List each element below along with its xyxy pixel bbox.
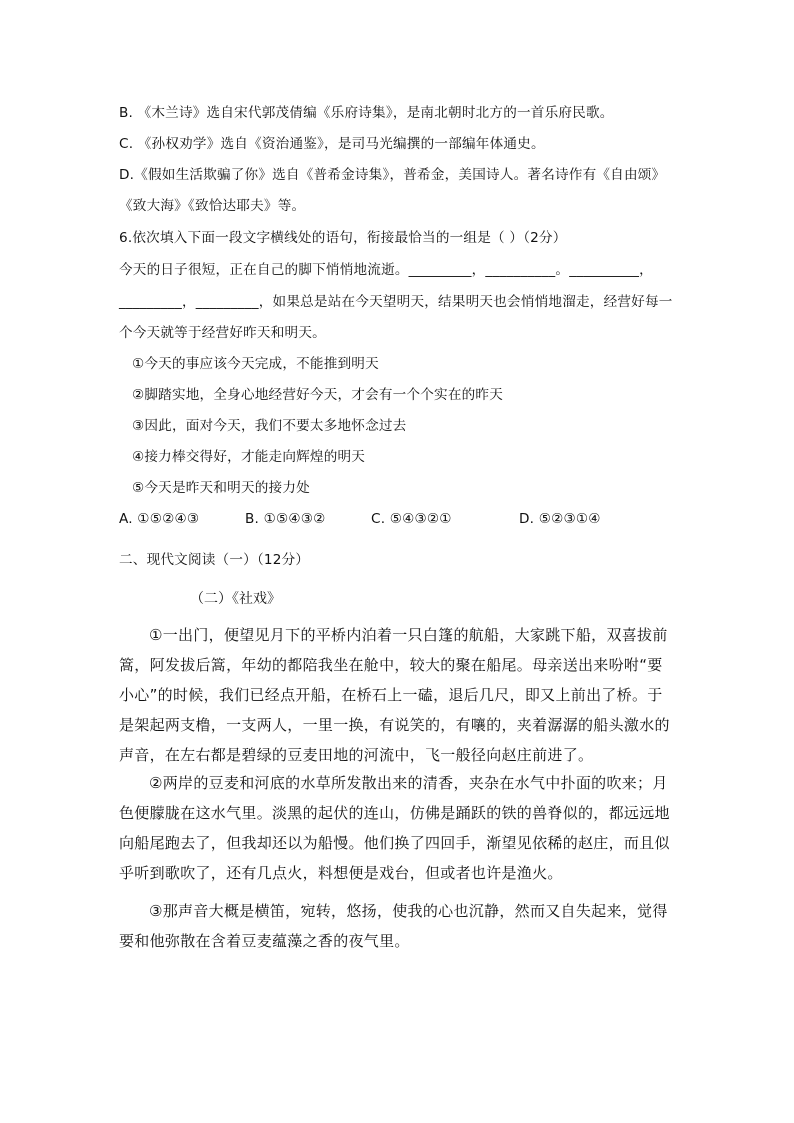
choice-b: B. ①⑤④③② (245, 511, 326, 527)
sentence-2: ②脚踏实地，全身心地经营好今天，才会有一个个实在的昨天 (132, 387, 504, 403)
option-b-line: B. 《木兰诗》选自宋代郭茂倩编《乐府诗集》，是南北朝时北方的一首乐府民歌。 (119, 105, 614, 121)
passage-paragraph-3 (119, 896, 675, 956)
choice-d: D. ⑤②③①④ (519, 511, 601, 527)
passage-paragraph-2 (119, 768, 675, 888)
question-6-stem: 6.依次填入下面一段文字横线处的语句，衔接最恰当的一组是（ ）（2分） (119, 230, 567, 246)
paragraph-1-text: ①一出门，便望见月下的平桥内泊着一只白篷的航船，大家跳下船，双喜拔前篙，阿发拔后篙，年幼的都陪我坐在舱中，较大的聚在船尾。母亲送出来吩咐“要小心”的时候，我们已经点开船，在桥石上一磕，退后几尺，即又上前出了桥。于是架起两支橹，一支两人，一里一换，有说笑的，有嚷的，夹着潺潺的船头激水的声音，在左右都是碧绿的豆麦田地的河流中，飞一般径向赵庄前进了。 (119, 626, 670, 764)
question-6-passage-line-2: _________，_________，如果总是站在今天望明天，结果明天也会悄悄地溜走，经营好每一 (119, 294, 673, 310)
sentence-5: ⑤今天是昨天和明天的接力处 (132, 480, 310, 496)
option-c-line: C. 《孙权劝学》选自《资治通鉴》，是司马光编撰的一部编年体通史。 (119, 136, 545, 152)
sentence-1: ①今天的事应该今天完成，不能推到明天 (132, 356, 379, 372)
choice-a: A. ①⑤②④③ (119, 511, 200, 527)
choice-c: C. ⑤④③②① (371, 511, 452, 527)
sentence-3: ③因此，面对今天，我们不要太多地怀念过去 (132, 418, 407, 434)
paragraph-2-text: ②两岸的豆麦和河底的水草所发散出来的清香，夹杂在水气中扑面的吹来；月色便朦胧在这水气里。淡黑的起伏的连山，仿佛是踊跃的铁的兽脊似的，都远远地向船尾跑去了，但我却还以为船慢。他们换了四回手，渐望见依稀的赵庄，而且似乎听到歌吹了，还有几点火，料想便是戏台，但或者也许是渔火。 (119, 774, 670, 882)
passage-title: （二）《社戏》 (190, 591, 281, 607)
passage-paragraph-1 (119, 620, 675, 770)
sentence-4: ④接力棒交得好，才能走向辉煌的明天 (132, 449, 366, 465)
question-6-passage-line-1: 今天的日子很短，正在自己的脚下悄悄地流逝。_________，__________。__________， (119, 262, 653, 278)
option-d-line-2: 《致大海》《致恰达耶夫》等。 (119, 198, 306, 214)
paragraph-3-text: ③那声音大概是横笛，宛转，悠扬，使我的心也沉静，然而又自失起来，觉得要和他弥散在含着豆麦蕴藻之香的夜气里。 (119, 902, 668, 950)
question-6-passage-line-3: 个今天就等于经营好昨天和明天。 (119, 325, 326, 341)
option-d-line-1: D.《假如生活欺骗了你》选自《普希金诗集》，普希金，美国诗人。著名诗作有《自由颂》 (119, 167, 666, 183)
section-2-heading: 二、现代文阅读（一）（12分） (119, 552, 310, 568)
